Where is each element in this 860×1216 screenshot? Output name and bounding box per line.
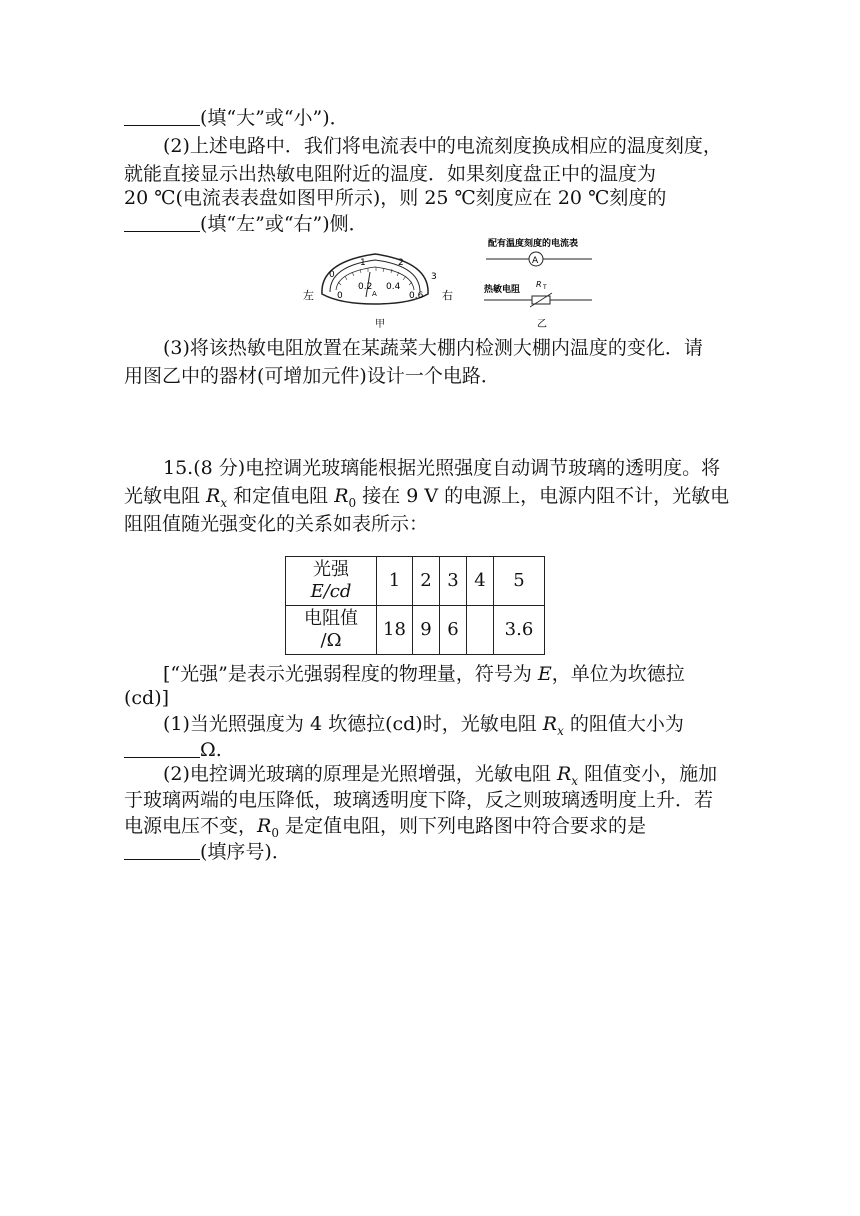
table-row bbox=[286, 557, 545, 606]
paragraph-line: (3)将该热敏电阻放置在某蔬菜大棚内检测大棚内温度的变化．请 bbox=[163, 337, 703, 359]
table-cell: 3.6 bbox=[494, 606, 545, 655]
table-cell: 2 bbox=[413, 557, 440, 606]
answer-blank[interactable] bbox=[124, 107, 200, 126]
table-cell: 6 bbox=[440, 606, 467, 655]
ammeter-dial-figure bbox=[322, 254, 437, 304]
table-header-cell: 电阻值 /Ω bbox=[286, 606, 377, 655]
left-label: 左 bbox=[303, 289, 314, 302]
figure-yi-label: 乙 bbox=[537, 319, 547, 330]
paragraph-line: 就能直接显示出热敏电阻附近的温度．如果刻度盘正中的温度为 bbox=[124, 163, 657, 185]
table-cell: 1 bbox=[377, 557, 413, 606]
answer-line-1 bbox=[124, 104, 740, 132]
table-cell: 4 bbox=[467, 557, 494, 606]
paragraph-line: (cd)] bbox=[124, 687, 170, 709]
table-cell: 9 bbox=[413, 606, 440, 655]
paragraph-line: 电源电压不变，$R_0$ 是定值电阻，则下列电路图中符合要求的是 bbox=[124, 815, 647, 840]
inner-scale-label: 0.6 bbox=[409, 291, 424, 301]
inner-scale-label: 0 bbox=[337, 291, 343, 301]
paragraph-line: (1)当光照强度为 4 坎德拉(cd)时，光敏电阻 $R_x$ 的阻值大小为 bbox=[163, 713, 684, 738]
ammeter-symbol-letter: A bbox=[532, 256, 539, 266]
paragraph-line: 阻阻值随光强变化的关系如表所示： bbox=[124, 513, 429, 535]
table-row bbox=[286, 606, 545, 655]
light-resistance-table bbox=[285, 556, 545, 655]
outer-scale-label: 1 bbox=[360, 258, 366, 268]
paragraph-line: [“光强”是表示光强弱程度的物理量，符号为 E，单位为坎德拉 bbox=[163, 663, 685, 685]
thermistor-symbol-sub: T bbox=[543, 284, 547, 291]
table-header-cell: 光强 E/cd bbox=[286, 557, 377, 606]
meter-unit: A bbox=[372, 290, 377, 298]
paragraph-line: 20 ℃(电流表表盘如图甲所示)，则 25 ℃刻度应在 20 ℃刻度的 bbox=[124, 187, 667, 209]
circuit-components-figure bbox=[484, 237, 592, 307]
question-15-title: 15.(8 分)电控调光玻璃能根据光照强度自动调节玻璃的透明度。将 bbox=[163, 457, 721, 479]
figure-jia-label: 甲 bbox=[375, 319, 385, 330]
outer-scale-label: 3 bbox=[431, 272, 437, 282]
thermistor-caption: 热敏电阻 bbox=[484, 285, 521, 295]
thermistor-symbol: R bbox=[536, 280, 542, 289]
paragraph-line: (2)上述电路中．我们将电流表中的电流刻度换成相应的温度刻度， bbox=[163, 135, 722, 157]
table-cell: 5 bbox=[494, 557, 545, 606]
answer-blank[interactable] bbox=[124, 739, 200, 758]
table-cell: 3 bbox=[440, 557, 467, 606]
paragraph-line: (2)电控调光玻璃的原理是光照增强，光敏电阻 $R_x$ 阻值变小，施加 bbox=[163, 763, 718, 788]
outer-scale-label: 0 bbox=[329, 270, 335, 280]
text: (填“大”或“小”)． bbox=[200, 107, 349, 129]
paragraph-line: 光敏电阻 $R_x$ 和定值电阻 $R_0$ 接在 9 V 的电源上，电源内阻不计，光敏电 bbox=[124, 485, 730, 510]
text: (填“左”或“右”)侧． bbox=[200, 213, 368, 235]
table-cell: 18 bbox=[377, 606, 413, 655]
answer-line-4: (填序号)． bbox=[124, 838, 740, 866]
figure-meter-and-circuit bbox=[300, 232, 610, 332]
inner-scale-label: 0.2 bbox=[358, 282, 373, 292]
paragraph-line: 用图乙中的器材(可增加元件)设计一个电路． bbox=[124, 365, 500, 387]
paragraph-line: 于玻璃两端的电压降低，玻璃透明度下降，反之则玻璃透明度上升．若 bbox=[124, 789, 714, 811]
outer-scale-label: 2 bbox=[398, 258, 404, 268]
answer-line-3: Ω. bbox=[124, 736, 740, 764]
right-label: 右 bbox=[442, 289, 453, 302]
table-cell-empty[interactable] bbox=[467, 606, 494, 655]
answer-blank[interactable] bbox=[124, 841, 200, 860]
answer-blank[interactable] bbox=[124, 213, 200, 232]
ammeter-caption: 配有温度刻度的电流表 bbox=[488, 239, 579, 249]
inner-scale-label: 0.4 bbox=[386, 282, 401, 292]
